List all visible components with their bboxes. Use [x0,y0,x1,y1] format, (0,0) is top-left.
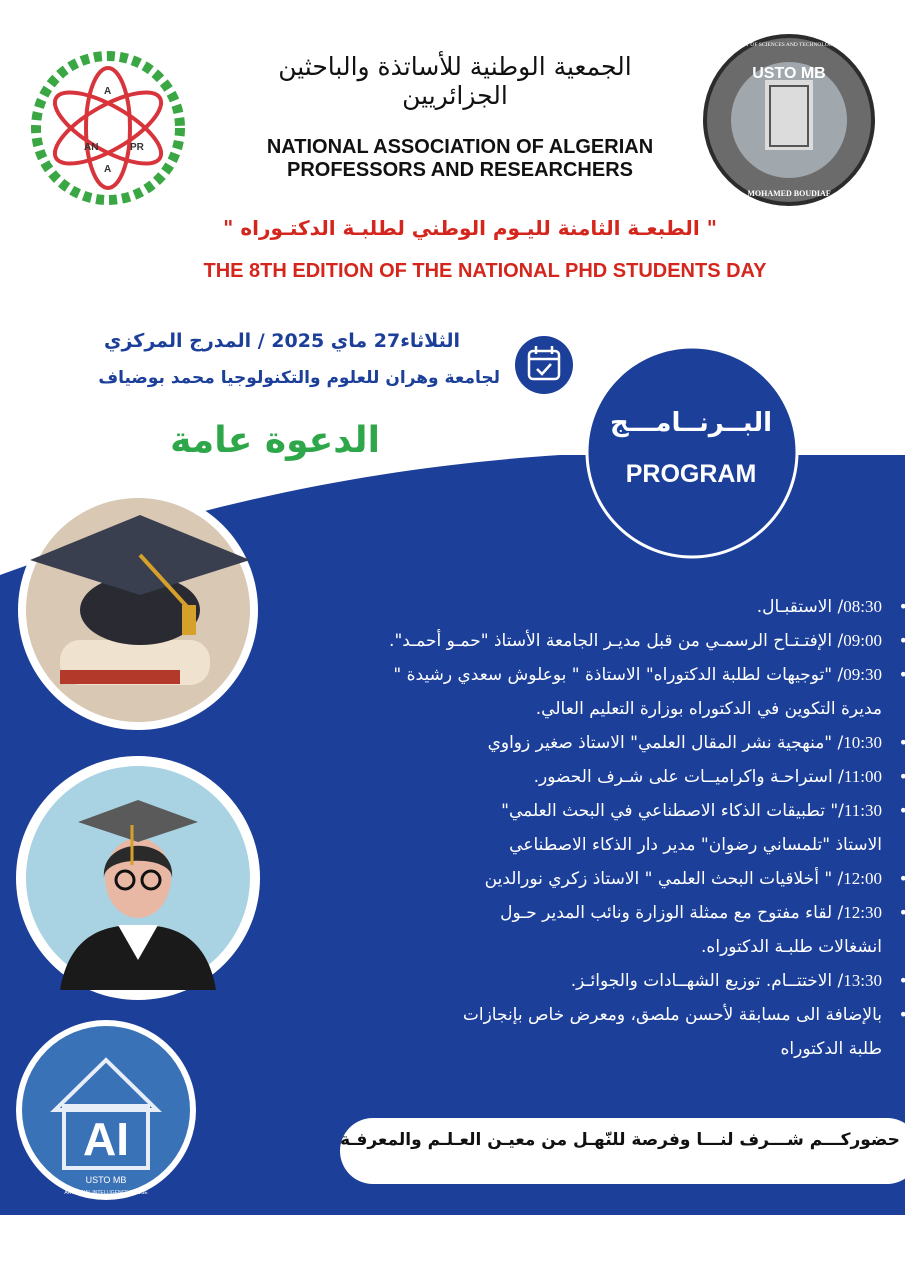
schedule-text: / " أخلاقيات البحث العلمي " الاستاذ زكري نورالدين [484,869,844,889]
edition-title-english: THE 8TH EDITION OF THE NATIONAL PHD STUDENTS DAY [203,260,767,282]
usto-logo-text: USTO MB [752,65,826,82]
schedule-item [310,794,905,862]
org-name-arabic: الجمعية الوطنية للأساتذة والباحثين الجزائريين [278,52,632,110]
schedule-text: / الإفتـتـاح الرسمـي من قبل مديـر الجامعة الأستاذ "حمـو أحمـد". [389,631,844,651]
usto-ring-text: UNIVERSITY OF SCIENCES AND TECHNOLOGY OF ORAN [716,42,862,48]
schedule-item [310,658,905,726]
ai-house-icon [16,1020,196,1200]
schedule-continuation: انشغالات طلبـة الدكتوراه. [701,937,882,957]
anapra-letter-1: AN [84,142,99,153]
schedule-continuation: مديرة التكوين في الدكتوراه بوزارة التعليم العالي. [535,699,882,719]
org-name-english: NATIONAL ASSOCIATION OF ALGERIAN PROFESSORS AND RESEARCHERS [266,136,654,181]
ai-logo-letters: AI [83,1113,129,1165]
schedule-text: / "توجيهات لطلبة الدكتوراه" الاستاذة " بوعلوش سعدي رشيدة " [393,665,844,685]
usto-ring-bottom: MOHAMED BOUDIAF [747,189,831,198]
anapra-letter-4: A [104,164,112,175]
program-schedule [310,590,905,1066]
schedule-item [310,896,905,964]
schedule-text: / لقاء مفتوح مع ممثلة الوزارة ونائب المدير حـول [500,903,844,923]
schedule-time: 08:30 [843,597,882,616]
anapra-letter-3: PR [130,142,144,153]
schedule-text: /" تطبيقات الذكاء الاصطناعي في البحث العلمي" [501,801,844,821]
graduation-cap-icon [18,490,258,730]
event-date: الثلاثاء27 ماي 2025 / المدرج المركزي [104,330,460,352]
schedule-time: 12:30 [843,903,882,922]
schedule-text: / "منهجية نشر المقال العلمي" الاستاذ صغير زواوي [487,733,844,753]
graduate-avatar-icon [16,756,260,1000]
schedule-text: / الاستقبـال. [756,597,844,617]
schedule-time: 11:00 [843,767,882,786]
closing-pill [340,1118,905,1184]
program-title-arabic: البــرنــامـــج [609,408,773,438]
schedule-item [310,726,905,760]
schedule-text: بالإضافة الى مسابقة لأحسن ملصق، ومعرض خاص بإنجازات [462,1005,882,1025]
schedule-item [310,964,905,998]
schedule-item [310,862,905,896]
schedule-continuation: طلبة الدكتوراه [780,1039,882,1059]
anapra-letter-2: A [104,86,112,97]
schedule-time: 11:30 [843,801,882,820]
closing-message: حضوركـــم شـــرف لنـــا وفرصة للنّهـل من معيـن العـلـم والمعرفـة [340,1130,900,1150]
schedule-text: / الاختتــام. توزيع الشهــادات والجوائـز. [570,971,844,991]
usto-logo [703,34,875,206]
schedule-item [310,998,905,1066]
ai-logo-subcaption: ARTIFICIAL INTELLIGENCE HOUSE [64,1190,148,1196]
schedule-time: 13:30 [843,971,882,990]
schedule-time: 09:00 [843,631,882,650]
schedule-continuation: الاستاذ "تلمساني رضوان" مدير دار الذكاء الاصطناعي [509,835,882,855]
schedule-text: / استراحـة واكراميــات على شـرف الحضور. [533,767,844,787]
edition-title-arabic: " الطبعـة الثامنة لليـوم الوطني لطلبـة الدكتـوراه " [222,216,718,240]
schedule-time: 09:30 [843,665,882,684]
schedule-time: 12:00 [843,869,882,888]
calendar-icon [515,336,573,394]
schedule-item [310,590,905,624]
anapra-logo [36,56,180,200]
schedule-item [310,760,905,794]
schedule-item [310,624,905,658]
schedule-time: 10:30 [843,733,882,752]
ai-logo-caption: USTO MB [85,1175,127,1185]
program-circle [587,347,797,557]
public-invitation: الدعوة عامة [170,420,380,461]
event-venue: لجامعة وهران للعلوم والتكنولوجيا محمد بوضياف [98,368,500,388]
program-title-english: PROGRAM [625,460,757,488]
